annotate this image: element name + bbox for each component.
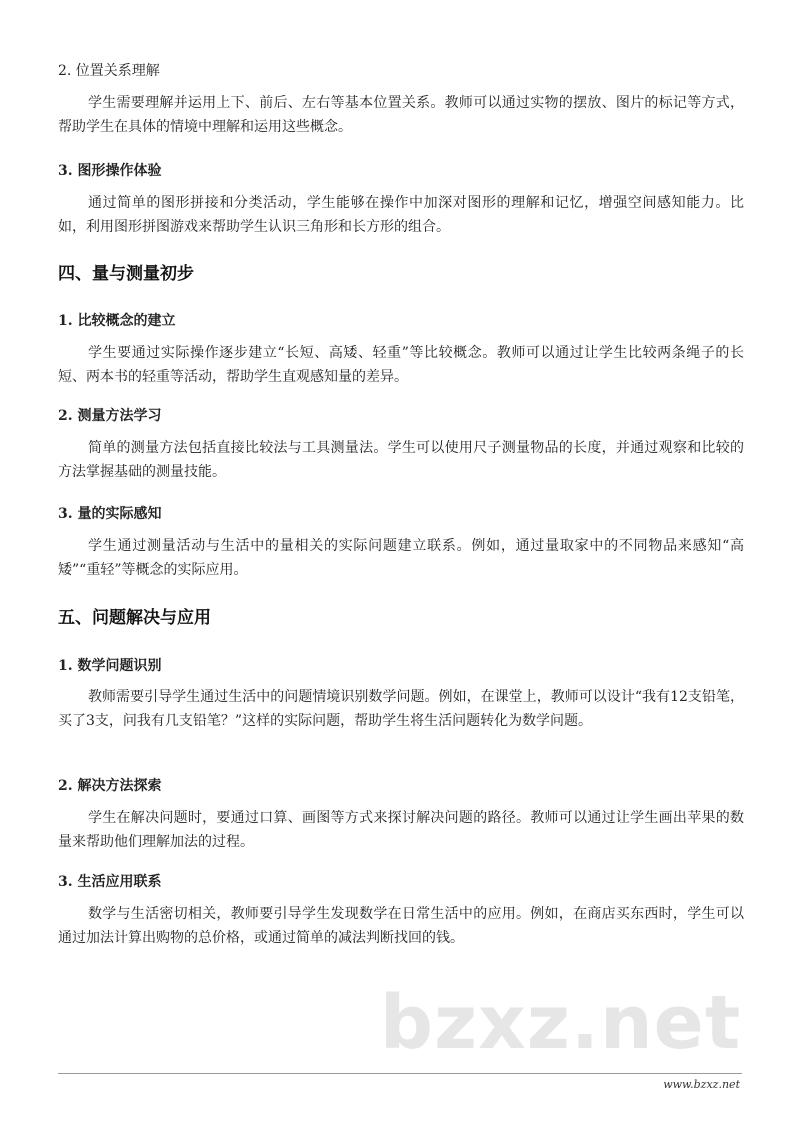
subsection-heading: 2. 测量方法学习	[58, 408, 162, 424]
subsection-heading: 2. 位置关系理解	[58, 63, 160, 79]
paragraph: 数学与生活密切相关，教师要引导学生发现数学在日常生活中的应用。例如，在商店买东西时，学生可以通过加法计算出购物的总价格，或通过简单的减法判断找回的钱。	[58, 906, 744, 946]
subsection-heading: 2. 解决方法探索	[58, 778, 162, 794]
paragraph: 通过简单的图形拼接和分类活动，学生能够在操作中加深对图形的理解和记忆，增强空间感知能力。比如，利用图形拼图游戏来帮助学生认识三角形和长方形的组合。	[58, 195, 744, 235]
subsection-heading: 3. 量的实际感知	[58, 506, 162, 522]
subsection-heading: 3. 图形操作体验	[58, 163, 162, 179]
paragraph: 教师需要引导学生通过生活中的问题情境识别数学问题。例如，在课堂上，教师可以设计“我有12支铅笔，买了3支，问我有几支铅笔？”这样的实际问题，帮助学生将生活问题转化为数学问题。	[58, 689, 744, 729]
paragraph: 学生通过测量活动与生活中的量相关的实际问题建立联系。例如，通过量取家中的不同物品来感知“高矮”“重轻”等概念的实际应用。	[58, 538, 744, 578]
section-heading: 四、量与测量初步	[58, 264, 194, 284]
subsection-heading: 1. 数学问题识别	[58, 658, 162, 674]
footer-divider	[58, 1073, 742, 1074]
subsection-heading: 3. 生活应用联系	[58, 874, 162, 890]
watermark: bzxz.net	[380, 980, 742, 1066]
paragraph: 简单的测量方法包括直接比较法与工具测量法。学生可以使用尺子测量物品的长度，并通过观察和比较的方法掌握基础的测量技能。	[58, 440, 744, 480]
subsection-heading: 1. 比较概念的建立	[58, 313, 176, 329]
paragraph: 学生在解决问题时，要通过口算、画图等方式来探讨解决问题的路径。教师可以通过让学生画出苹果的数量来帮助他们理解加法的过程。	[58, 810, 744, 850]
footer-url: www.bzxz.net	[663, 1078, 740, 1091]
paragraph: 学生要通过实际操作逐步建立“长短、高矮、轻重”等比较概念。教师可以通过让学生比较两条绳子的长短、两本书的轻重等活动，帮助学生直观感知量的差异。	[58, 345, 744, 385]
section-heading: 五、问题解决与应用	[58, 608, 211, 628]
paragraph: 学生需要理解并运用上下、前后、左右等基本位置关系。教师可以通过实物的摆放、图片的标记等方式，帮助学生在具体的情境中理解和运用这些概念。	[58, 95, 744, 135]
